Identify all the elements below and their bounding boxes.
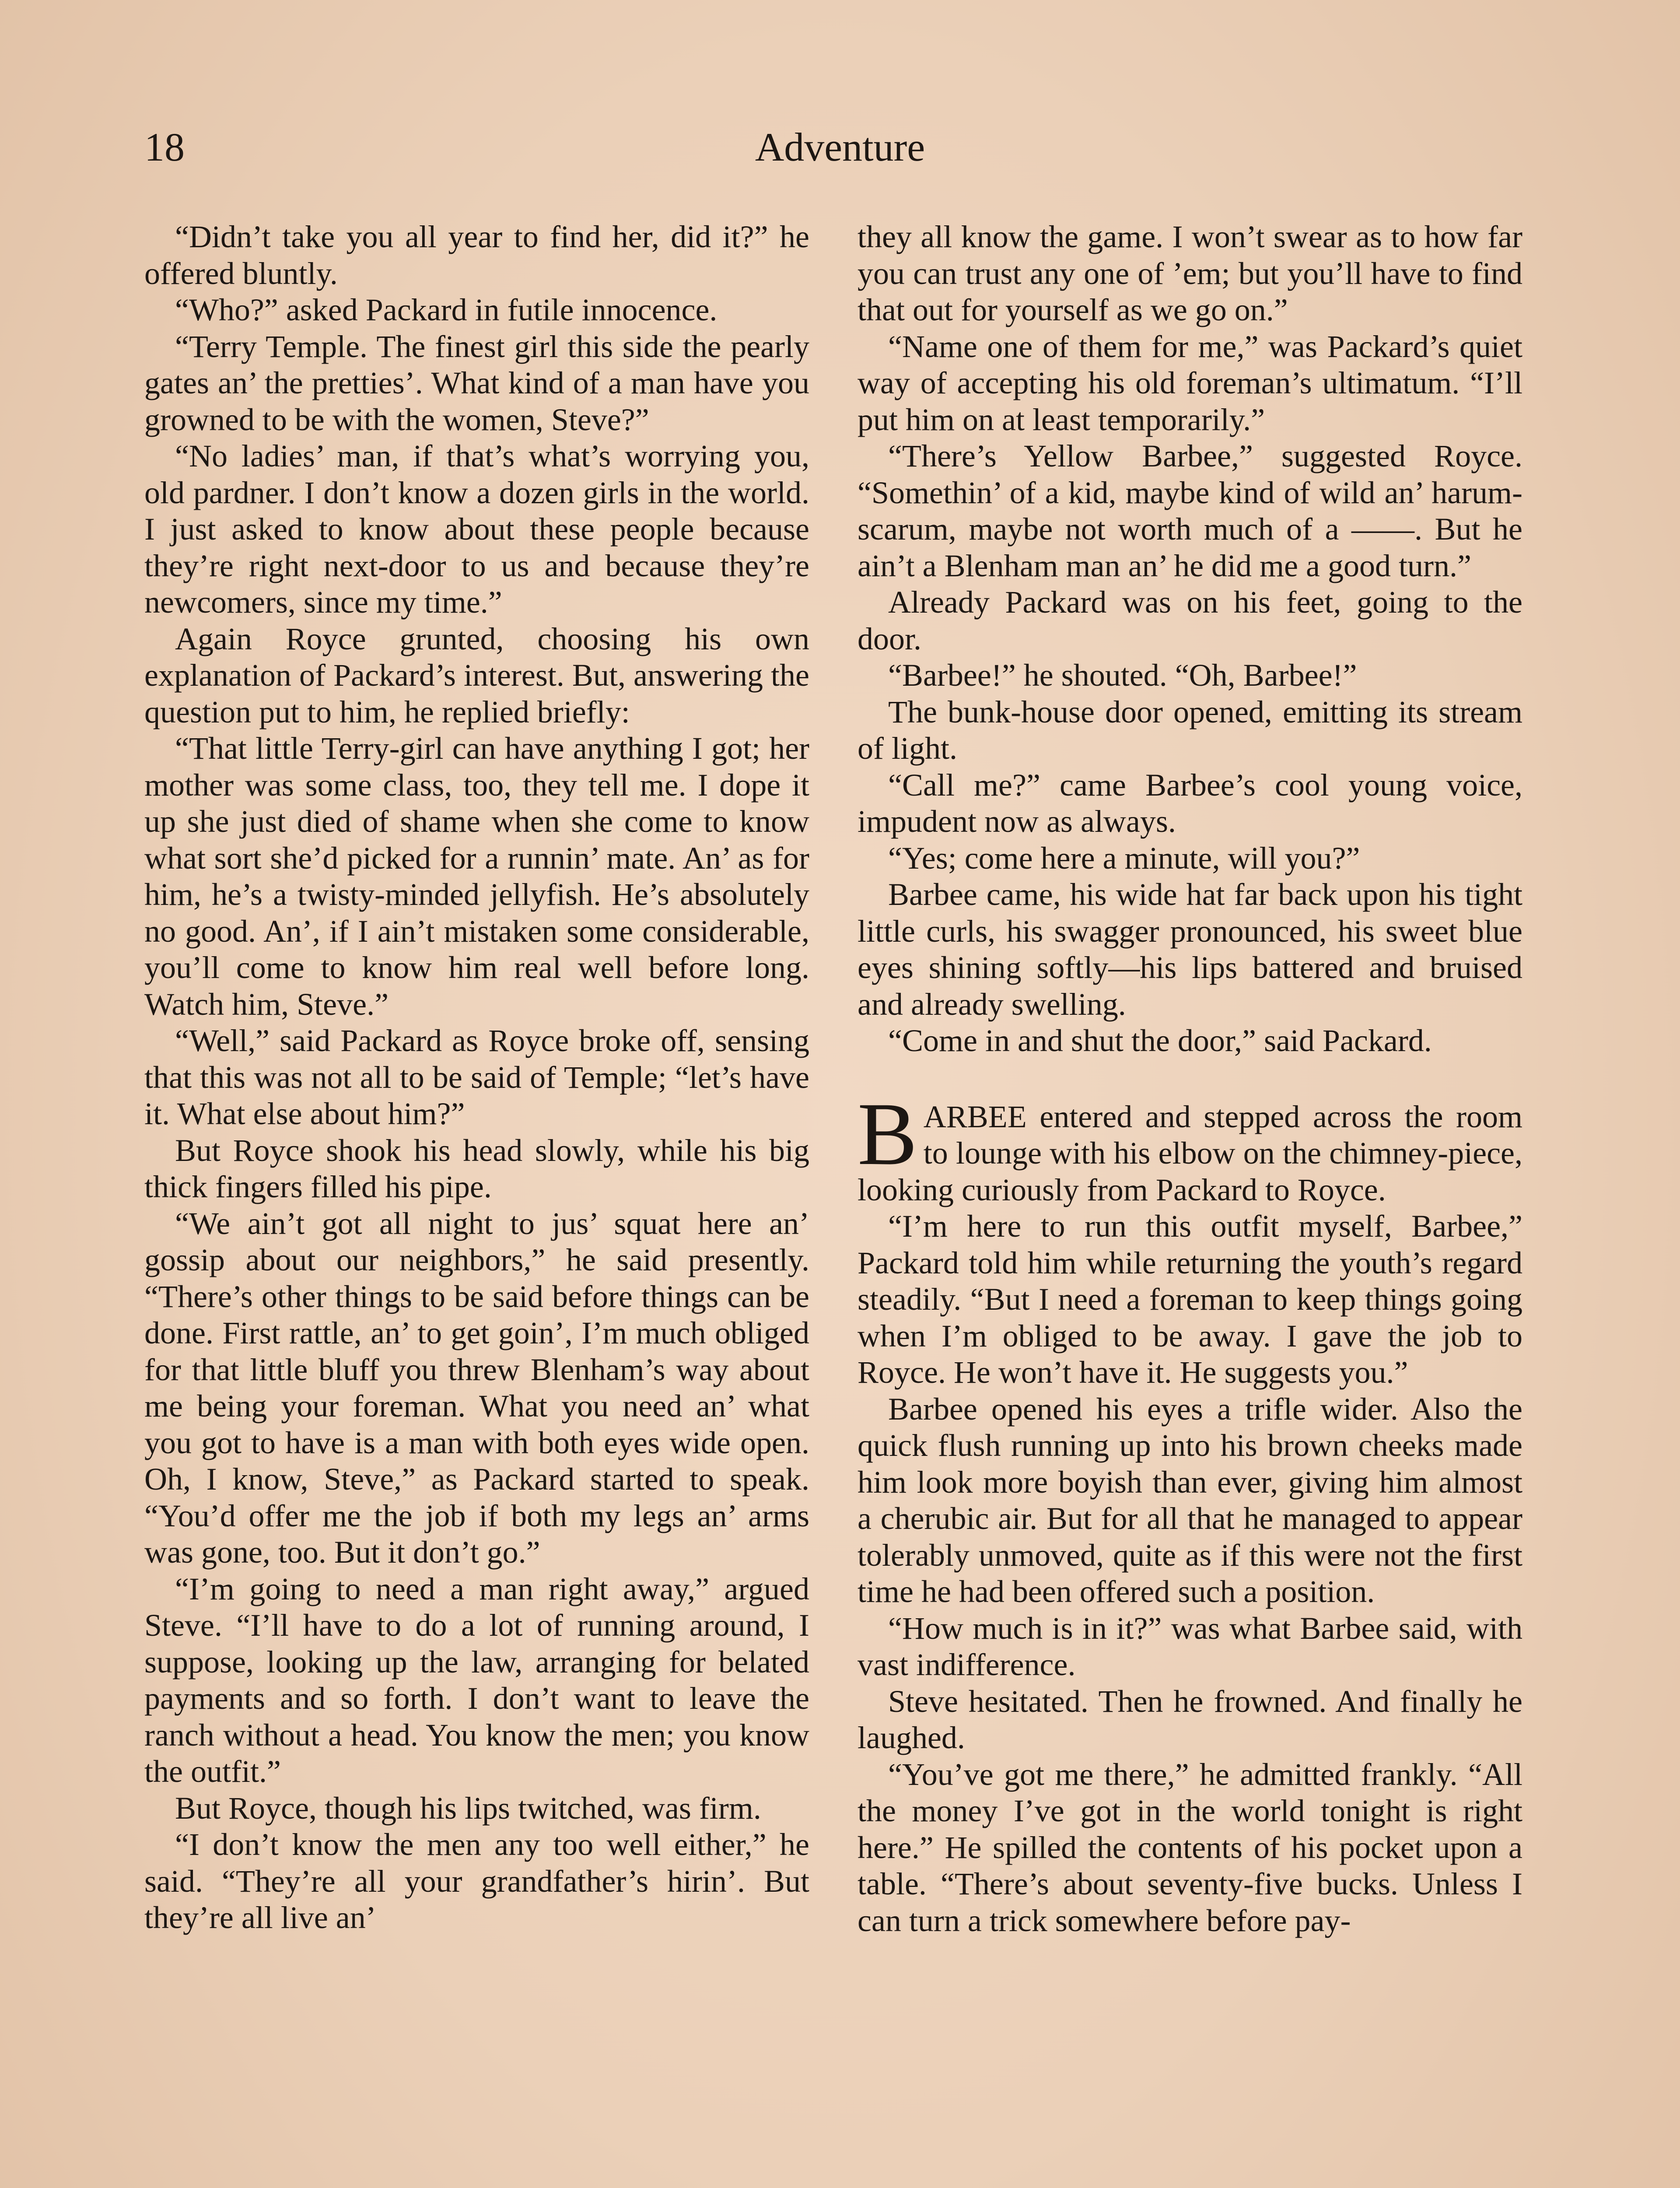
- paragraph: [858, 1757, 1522, 1939]
- paragraph: [858, 1208, 1522, 1391]
- paragraph: [858, 767, 1522, 840]
- paragraph-text: “Well,” said Packard as Royce broke off, sensing that this was not all to be said of Temple; “let’s have it. What else about him?”: [144, 1023, 809, 1131]
- paragraph: [858, 584, 1522, 657]
- paragraph-text: “Call me?” came Barbee’s cool young voice, impudent now as always.: [858, 767, 1522, 839]
- paragraph-text: The bunk-house door opened, emitting its stream of light.: [858, 694, 1522, 766]
- paragraph: [858, 219, 1522, 329]
- paragraph-text: Already Packard was on his feet, going to the door.: [858, 585, 1522, 656]
- paragraph-text: Again Royce grunted, choosing his own explanation of Packard’s interest. But, answering the question put to him, he replied briefly:: [144, 621, 809, 729]
- paragraph-text: “I’m here to run this outfit myself, Barbee,” Packard told him while returning the youth’s regard steadily. “But I need a foreman to keep things going when I’m obliged to be away. I gave the job to Royce. He won’t have it. He suggests you.”: [858, 1209, 1522, 1390]
- paragraph: [858, 438, 1522, 584]
- paragraph: [858, 1610, 1522, 1683]
- paragraph: [144, 1790, 809, 1827]
- running-title: Adventure: [755, 125, 925, 169]
- left-text-column: [144, 219, 809, 1936]
- paragraph: [144, 730, 809, 1023]
- paragraph: [858, 1683, 1522, 1757]
- page-number: 18: [144, 125, 185, 169]
- paragraph: [858, 1391, 1522, 1610]
- paragraph: [858, 877, 1522, 1023]
- paragraph: [858, 1084, 1522, 1209]
- paragraph-text: “Come in and shut the door,” said Packard.: [888, 1023, 1432, 1058]
- paragraph-text: “That little Terry-girl can have anything I got; her mother was some class, too, they tell me. I dope it up she just died of shame when she come to know what sort she’d picked for a runnin’ mate. An’ as for him, he’s a twisty-minded jellyfish. He’s absolutely no good. An’, if I ain’t mistaken some considerable, you’ll come to know him real well before long. Watch him, Steve.”: [144, 731, 809, 1022]
- drop-cap: B: [858, 1084, 917, 1184]
- paragraph-text: Barbee opened his eyes a trifle wider. Also the quick flush running up into his brown cheeks made him look more boyish than ever, giving him almost a cherubic air. But for all that he managed to appear tolerably unmoved, quite as if this were not the first time he had been offered such a position.: [858, 1391, 1522, 1609]
- paragraph: [144, 1827, 809, 1936]
- paragraph: [144, 292, 809, 329]
- paragraph: [144, 219, 809, 292]
- paragraph-text: Steve hesitated. Then he frowned. And finally he laughed.: [858, 1683, 1522, 1755]
- paragraph-text: “No ladies’ man, if that’s what’s worrying you, old pardner. I don’t know a dozen girls in the world. I just asked to know about these people because they’re right next-door to us and because they’re newcomers, since my time.”: [144, 438, 809, 620]
- paragraph-text: ARBEE entered and stepped across the room to lounge with his elbow on the chimney-piece, looking curiously from Packard to Royce.: [858, 1099, 1522, 1207]
- paragraph-text: “Barbee!” he shouted. “Oh, Barbee!”: [888, 658, 1357, 693]
- paragraph-text: “I don’t know the men any too well either,” he said. “They’re all your grandfather’s hirin’. But they’re all live an’: [144, 1827, 809, 1935]
- paragraph-text: “Name one of them for me,” was Packard’s quiet way of accepting his old foreman’s ultimatum. “I’ll put him on at least temporarily.”: [858, 329, 1522, 437]
- paragraph-text: “How much is in it?” was what Barbee said, with vast indifference.: [858, 1610, 1522, 1682]
- paragraph-text: Barbee came, his wide hat far back upon his tight little curls, his swagger pronounced, his sweet blue eyes shining softly—his lips battered and bruised and already swelling.: [858, 877, 1522, 1022]
- paragraph-text: But Royce, though his lips twitched, was firm.: [175, 1790, 761, 1826]
- paragraph: [144, 1571, 809, 1790]
- paragraph-text: “I’m going to need a man right away,” argued Steve. “I’ll have to do a lot of running around, I suppose, looking up the law, arranging for belated payments and so forth. I don’t want to leave the ranch without a head. You know the men; you know the outfit.”: [144, 1571, 809, 1789]
- paragraph-text: But Royce shook his head slowly, while his big thick fingers filled his pipe.: [144, 1133, 809, 1204]
- paragraph: [144, 1206, 809, 1571]
- paragraph-text: “You’ve got me there,” he admitted frankly. “All the money I’ve got in the world tonight is right here.” He spilled the contents of his pocket upon a table. “There’s about seventy-five bucks. Unless I can turn a trick somewhere before pay-: [858, 1757, 1522, 1938]
- paragraph-text: they all know the game. I won’t swear as to how far you can trust any one of ’em; but you’ll have to find that out for yourself as we go on.”: [858, 219, 1522, 327]
- paragraph: [858, 840, 1522, 877]
- paragraph-text: “Terry Temple. The finest girl this side the pearly gates an’ the pretties’. What kind of a man have you growned to be with the women, Steve?”: [144, 329, 809, 437]
- paragraph-text: “Yes; come here a minute, will you?”: [888, 840, 1360, 876]
- paragraph-text: “Who?” asked Packard in futile innocence.: [175, 292, 718, 327]
- paragraph-text: “We ain’t got all night to jus’ squat here an’ gossip about our neighbors,” he said presently. “There’s other things to be said before things can be done. First rattle, an’ to get goin’, I’m much obliged for that little bluff you threw Blenham’s way about me being your foreman. What you need an’ what you got to have is a man with both eyes wide open. Oh, I know, Steve,” as Packard started to speak. “You’d offer me the job if both my legs an’ arms was gone, too. But it don’t go.”: [144, 1206, 809, 1570]
- paragraph-text: “There’s Yellow Barbee,” suggested Royce. “Somethin’ of a kid, maybe kind of wild an’ harum-scarum, maybe not worth much of a ——. But he ain’t a Blenham man an’ he did me a good turn.”: [858, 438, 1522, 583]
- paragraph: [858, 329, 1522, 438]
- paragraph: [144, 329, 809, 438]
- paragraph: [858, 657, 1522, 694]
- paragraph-text: “Didn’t take you all year to find her, did it?” he offered bluntly.: [144, 219, 809, 291]
- paragraph: [144, 438, 809, 621]
- paragraph: [144, 1023, 809, 1133]
- paragraph: [858, 694, 1522, 767]
- paragraph: [144, 1133, 809, 1206]
- right-text-column: [858, 219, 1522, 1939]
- paragraph: [858, 1023, 1522, 1059]
- paragraph: [144, 621, 809, 731]
